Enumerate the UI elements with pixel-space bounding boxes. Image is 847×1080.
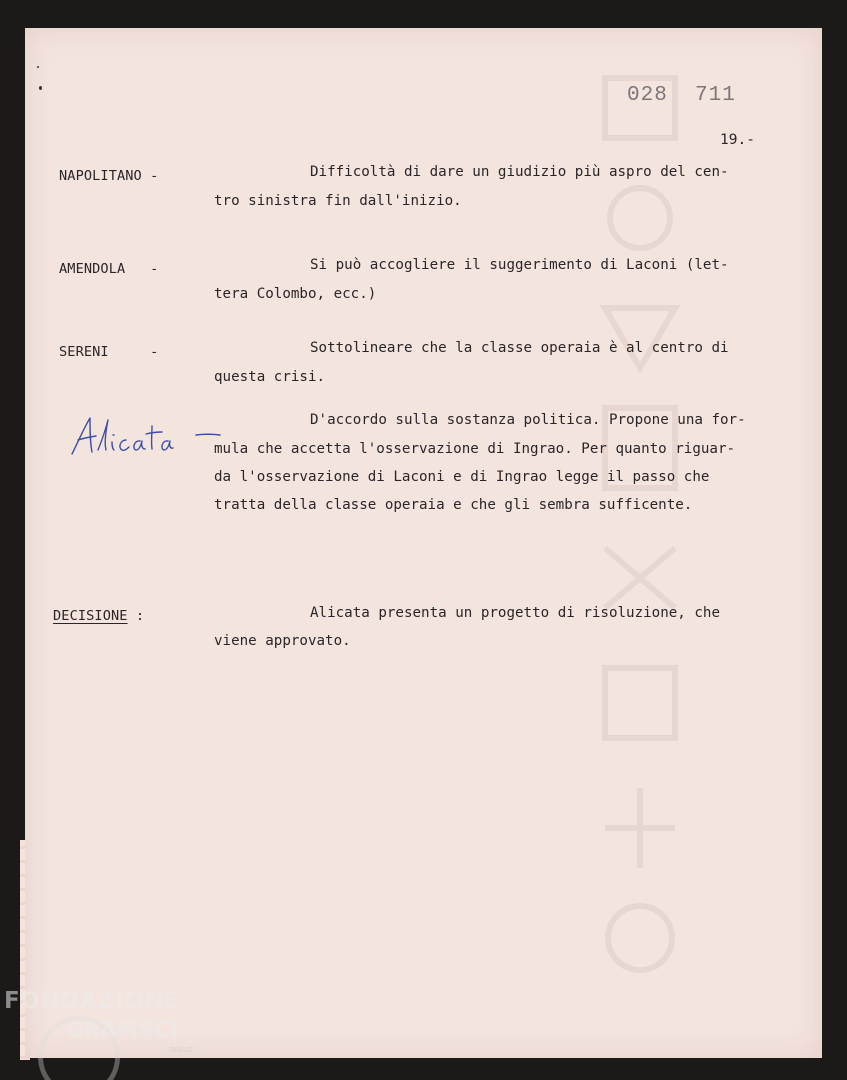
- logo-suffix: onlus: [169, 1045, 194, 1055]
- statement-line: tratta della classe operaia e che gli sembra sufficente.: [214, 497, 693, 513]
- paper-sheet: [25, 28, 822, 1058]
- handwritten-speaker-alicata: [68, 412, 228, 462]
- statement-line: D'accordo sulla sostanza politica. Propone una for-: [310, 412, 746, 428]
- ink-speck: [39, 86, 42, 90]
- show-through-watermark: [585, 48, 705, 1048]
- statement-line: Difficoltà di dare un giudizio più aspro del cen-: [310, 164, 729, 180]
- statement-line: Si può accogliere il suggerimento di Laconi (let-: [310, 257, 729, 273]
- statement-line: questa crisi.: [214, 369, 326, 385]
- decision-line: viene approvato.: [214, 633, 351, 649]
- ink-speck: [37, 66, 39, 68]
- speaker-amendola: AMENDOLA -: [59, 261, 159, 277]
- statement-line: tro sinistra fin dall'inizio.: [214, 193, 462, 209]
- decision-label: DECISIONE: [53, 608, 128, 624]
- speaker-napolitano: NAPOLITANO -: [59, 168, 159, 184]
- statement-line: Sottolineare che la classe operaia è al centro di: [310, 340, 729, 356]
- logo-line-1: FONDAZIONE: [4, 988, 181, 1014]
- document-number: 028 711: [627, 84, 736, 107]
- statement-line: da l'osservazione di Laconi e di Ingrao legge il passo che: [214, 469, 710, 485]
- statement-line: tera Colombo, ecc.): [214, 286, 377, 302]
- logo-line-2: GRAMSCI: [66, 1018, 179, 1042]
- statement-line: mula che accetta l'osservazione di Ingrao. Per quanto riguar-: [214, 441, 736, 457]
- page-number: 19.-: [720, 132, 755, 148]
- archive-logo: [4, 988, 224, 1078]
- speaker-sereni: SERENI -: [59, 344, 159, 360]
- decision-separator: :: [127, 608, 145, 624]
- decision-line: Alicata presenta un progetto di risoluzione, che: [310, 605, 720, 621]
- decision-heading: [53, 608, 144, 624]
